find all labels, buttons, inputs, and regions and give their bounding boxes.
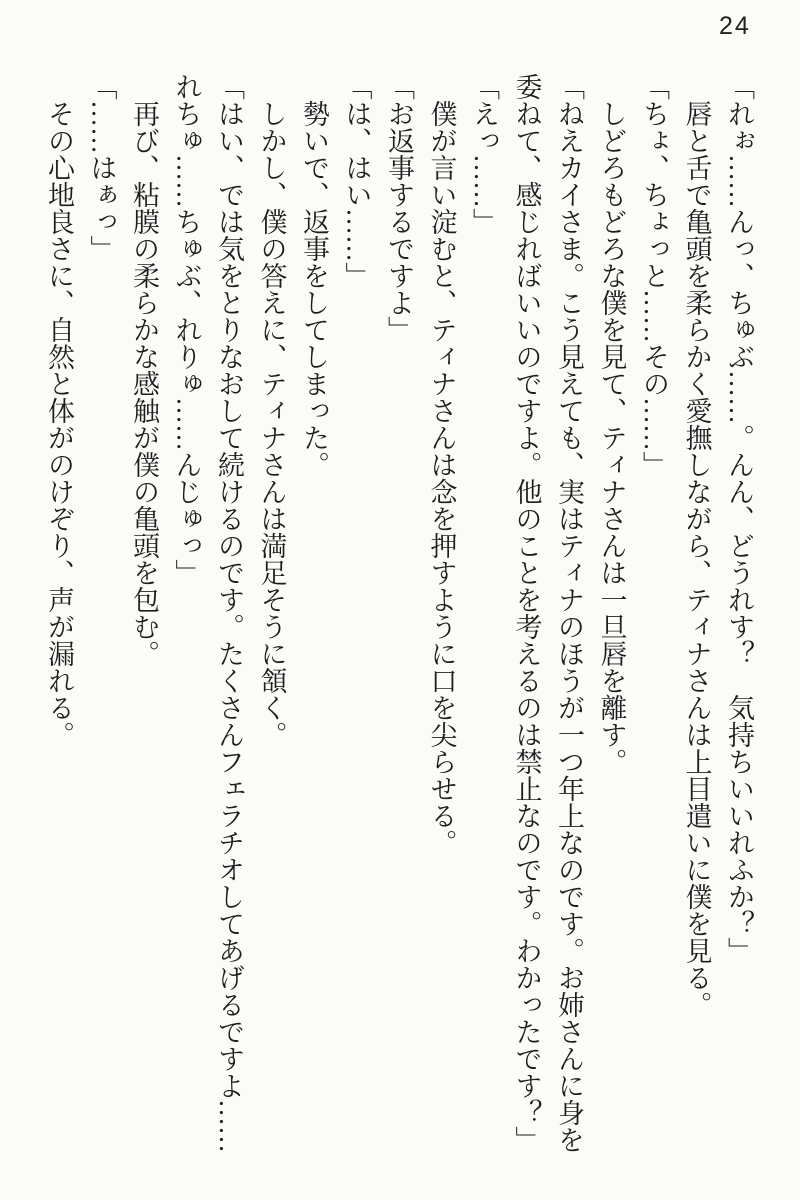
paragraph-dialogue: 「は、はい……」	[341, 73, 372, 289]
paragraph-dialogue: 「えっ……」	[469, 73, 499, 235]
text-block	[38, 73, 761, 1163]
paragraph-narrative: 勢いで、返事をしてしまった。	[299, 100, 329, 478]
paragraph-dialogue: 「……はぁっ」	[86, 73, 117, 262]
paragraph-dialogue: 「ねえカイさま。こう見えても、実はティナのほうが一つ年上なのです。お姉さんに身を委ねて、感じればいいのですよ。他のことを考えるのは禁止なのです。わかったです？」	[511, 73, 584, 1153]
paragraph-narrative: 唇と舌で亀頭を柔らかく愛撫しながら、ティナさんは上目遣いに僕を見る。	[681, 100, 712, 1018]
paragraph-narrative: その心地良さに、自然と体がのけぞり、声が漏れる。	[44, 100, 74, 748]
paragraph-narrative: 僕が言い淀むと、ティナさんは念を押すように口を尖らせる。	[426, 100, 457, 856]
paragraph-narrative: しかし、僕の答えに、ティナさんは満足そうに頷く。	[256, 100, 287, 748]
page-number: 24	[719, 12, 751, 40]
paragraph-dialogue: 「れぉ……んっ、ちゅぶ……。んん、どうれす？ 気持ちいいれふか？」	[724, 73, 754, 964]
paragraph-dialogue: 「ちょ、ちょっと……その……」	[639, 73, 669, 478]
paragraph-narrative: 再び、粘膜の柔らかな感触が僕の亀頭を包む。	[129, 100, 159, 667]
paragraph-dialogue: 「お返事するですよ」	[384, 73, 414, 343]
paragraph-dialogue: 「はい、では気をとりなおして続けるのです。たくさんフェラチオしてあげるですよ……れちゅ……ちゅぶ、れりゅ……んじゅっ」	[171, 73, 244, 1153]
paragraph-narrative: しどろもどろな僕を見て、ティナさんは一旦唇を離す。	[596, 100, 627, 775]
